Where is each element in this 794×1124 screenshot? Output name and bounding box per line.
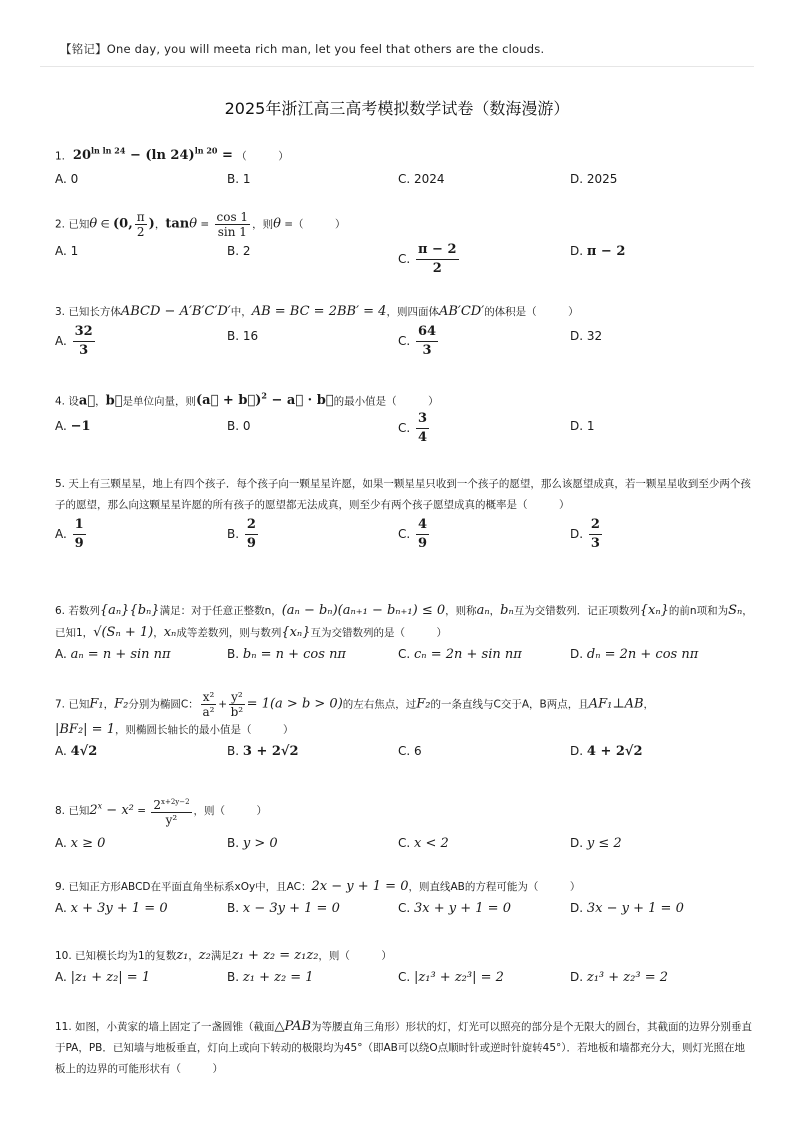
- question-3: [55, 301, 755, 359]
- question-number: 2.: [55, 218, 66, 231]
- question-stem: 6. 若数列{aₙ}{bₙ}满足：对于任意正整数n，(aₙ − bₙ)(aₙ₊₁ − bₙ₊₁) ≤ 0，则称aₙ，bₙ互为交错数列．记正项数列{xₙ}的前n项和为Sₙ，已知1，√(Sₙ + 1)，xₙ成等差数列，则与数列{xₙ}互为交错数列的是（ ）: [55, 603, 753, 640]
- option-d[interactable]: D. 32: [570, 329, 603, 343]
- option-c[interactable]: C. $\frac{64}{3}$: [398, 324, 437, 358]
- option-b[interactable]: B. 1: [227, 172, 251, 187]
- question-number: 1.: [55, 150, 66, 163]
- page-title: 2025年浙江高三高考模拟数学试卷（数海漫游）: [224, 99, 570, 118]
- option-a[interactable]: A. 4√2: [55, 744, 98, 759]
- option-b[interactable]: B. 16: [227, 329, 259, 343]
- header-motto: 【铭记】One day, you will meeta rich man, let you feel that others are the clouds.: [60, 42, 545, 56]
- option-c[interactable]: C. cₙ = 2n + sin nπ: [398, 647, 522, 662]
- option-d[interactable]: D. 3x − y + 1 = 0: [570, 901, 684, 916]
- question-stem: 4. 设a⃗，b⃗是单位向量，则(a⃗ + b⃗)$^2$ − a⃗ · b⃗的最小值是（ ）: [55, 391, 439, 409]
- option-b[interactable]: B. $\frac{2}{9}$: [227, 517, 256, 551]
- question-number: 6.: [55, 605, 66, 617]
- question-7: [55, 690, 755, 763]
- option-d[interactable]: D. 4 + 2√2: [570, 744, 643, 759]
- option-a[interactable]: A. aₙ = n + sin nπ: [55, 647, 171, 662]
- question-number: 11.: [55, 1021, 72, 1033]
- option-d[interactable]: D. $\frac{2}{3}$: [570, 517, 600, 551]
- option-c[interactable]: C. $\frac{3}{4}$: [398, 411, 428, 446]
- question-4: [55, 386, 755, 452]
- option-c[interactable]: C. x < 2: [398, 836, 449, 851]
- question-stem: 1. $20^{ln ln 24} - (\ln$ 24)$^{ln 20}$ = （ ）: [55, 146, 289, 164]
- question-2: [55, 210, 755, 276]
- question-5: [55, 474, 755, 552]
- option-a[interactable]: A. 1: [55, 244, 79, 258]
- option-a[interactable]: A. 0: [55, 172, 79, 187]
- option-d[interactable]: D. 1: [570, 419, 595, 434]
- option-b[interactable]: B. 0: [227, 419, 251, 434]
- question-stem: 9. 已知正方形ABCD在平面直角坐标系xOy中，且AC：2x − y + 1 = 0，则直线AB的方程可能为（ ）: [55, 879, 581, 894]
- option-a[interactable]: A. −1: [55, 419, 91, 435]
- option-d[interactable]: D. π − 2: [570, 244, 626, 259]
- question-stem: 8. 已知$2^x - x^2$ = $\frac{2^{x+2y-2}}{\text{y²}}$ ，则（ ）: [55, 795, 755, 827]
- option-a[interactable]: A. x + 3y + 1 = 0: [55, 901, 168, 916]
- option-c[interactable]: C. $\frac{\pi - 2}{2}$: [398, 242, 457, 276]
- option-b[interactable]: B. y > 0: [227, 836, 278, 851]
- option-c[interactable]: C. 6: [398, 744, 422, 758]
- question-number: 3.: [55, 306, 66, 318]
- question-10: [55, 945, 755, 989]
- option-d[interactable]: D. z₁³ + z₂³ = 2: [570, 970, 669, 985]
- question-number: 10.: [55, 950, 72, 962]
- option-a[interactable]: A. $\frac{32}{3}$: [55, 324, 93, 358]
- option-b[interactable]: B. z₁ + z₂ = 1: [227, 970, 314, 985]
- question-stem: 11. 如图，小黄家的墙上固定了一盏圆锥（截面△PAB为等腰直角三角形）形状的灯，灯光可以照亮的部分是个无限大的圆台，其截面的边界分别垂直于PA，PB．已知墙与地板垂直，灯向上或向下转动的极限均为45°（即AB可以绕O点顺时针或逆时针旋转45°）．若地板和墙都充分大，则灯光照在地板上的边界的可能形状有（ ）: [55, 1019, 753, 1075]
- option-b[interactable]: B. x − 3y + 1 = 0: [227, 901, 340, 916]
- option-c[interactable]: C. |z₁³ + z₂³| = 2: [398, 970, 504, 985]
- header-divider: [40, 66, 754, 67]
- question-stem: 7. 已知F₁，F₂分别为椭圆C： $\frac{\text{x²}}{\text{a²}}$ + $\frac{\text{y²}}{\text{b²}}$ = 1(a > b > 0)的左右焦点，过F₂的一条直线与C交于A，B两点，且AF₁⊥AB，: [55, 690, 655, 719]
- option-b[interactable]: B. bₙ = n + cos nπ: [227, 647, 346, 662]
- question-1: [55, 141, 755, 191]
- question-number: 9.: [55, 881, 66, 893]
- question-number: 8.: [55, 805, 66, 817]
- question-11: [55, 1016, 755, 1080]
- option-b[interactable]: B. 3 + 2√2: [227, 744, 299, 759]
- question-8: [55, 795, 755, 855]
- option-d[interactable]: D. dₙ = 2n + cos nπ: [570, 647, 699, 662]
- question-stem: 5. 天上有三颗星星，地上有四个孩子．每个孩子向一颗星星许愿，如果一颗星星只收到一个孩子的愿望，那么该愿望成真，若一颗星星收到至少两个孩子的愿望，那么向这颗星星许愿的所有孩子的愿望都无法成真，则至少有两个孩子愿望成真的概率是（ ）: [55, 478, 751, 511]
- option-c[interactable]: C. 2024: [398, 172, 445, 187]
- option-d[interactable]: D. 2025: [570, 172, 618, 187]
- option-c[interactable]: C. 3x + y + 1 = 0: [398, 901, 511, 916]
- question-stem: 2. 已知θ ∈ (0, $\frac{\pi}{2}$ )，tanθ = $\frac{\cos 1}{\sin 1}$ ，则θ =（ ）: [55, 210, 346, 239]
- question-6: [55, 600, 755, 666]
- question-stem-line2: |BF₂| = 1，则椭圆长轴长的最小值是（ ）: [55, 722, 294, 737]
- option-c[interactable]: C. $\frac{4}{9}$: [398, 517, 428, 551]
- question-number: 5.: [55, 478, 66, 490]
- question-9: [55, 876, 755, 920]
- question-number: 7.: [55, 698, 66, 711]
- option-a[interactable]: A. x ≥ 0: [55, 836, 106, 851]
- question-stem: 10. 已知模长均为1的复数z₁，z₂满足z₁ + z₂ = z₁z₂，则（ ）: [55, 948, 392, 963]
- question-number: 4.: [55, 395, 66, 408]
- option-b[interactable]: B. 2: [227, 244, 251, 258]
- question-stem: 3. 已知长方体ABCD − A′B′C′D′中，AB = BC = 2BB′ = 4，则四面体AB′CD′的体积是（ ）: [55, 304, 579, 319]
- option-a[interactable]: A. |z₁ + z₂| = 1: [55, 970, 151, 985]
- option-a[interactable]: A. $\frac{1}{9}$: [55, 517, 84, 551]
- option-d[interactable]: D. y ≤ 2: [570, 836, 622, 851]
